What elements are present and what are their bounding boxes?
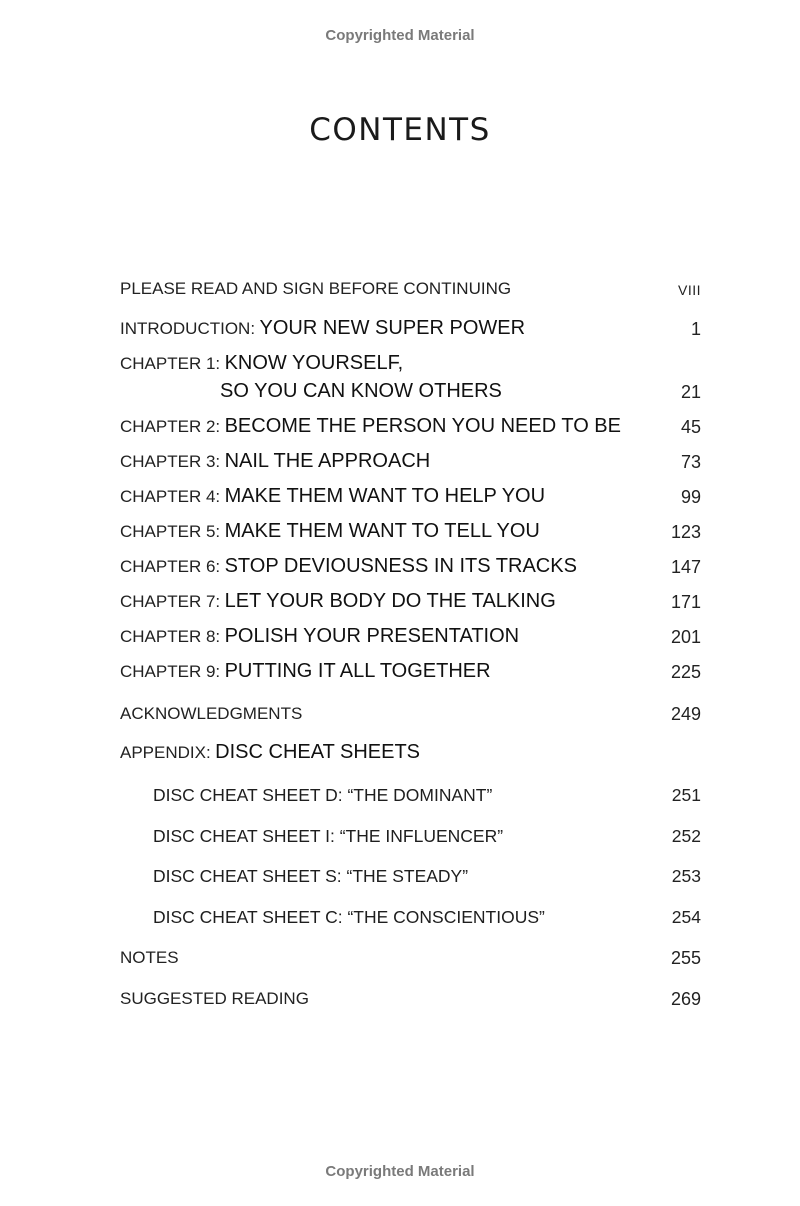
toc-entry-prefix: CHAPTER 9: xyxy=(120,662,221,681)
toc-entry-prefix: INTRODUCTION: xyxy=(120,319,256,338)
toc-entry-title: POLISH YOUR PRESENTATION xyxy=(224,625,520,647)
toc-page-number: 171 xyxy=(670,592,701,612)
toc-page-number: 254 xyxy=(671,907,701,927)
toc-entry-label: PLEASE READ AND SIGN BEFORE CONTINUING xyxy=(120,279,512,298)
toc-entry-prefix: CHAPTER 1: xyxy=(120,354,221,373)
toc-page-number: 249 xyxy=(670,704,701,724)
toc-entry-title: LET YOUR BODY DO THE TALKING xyxy=(224,590,556,612)
toc-page-number: 45 xyxy=(680,417,701,437)
toc-page-number: 99 xyxy=(680,487,701,507)
toc-page-number: 73 xyxy=(680,452,701,472)
toc-entry-label: NOTES xyxy=(120,948,179,967)
toc-entry-title: PUTTING IT ALL TOGETHER xyxy=(224,660,491,682)
toc-entry-prefix: CHAPTER 6: xyxy=(120,557,221,576)
toc-page-number: 21 xyxy=(680,382,701,402)
toc-entry-prefix: APPENDIX: xyxy=(120,743,211,762)
toc-entry-label: DISC CHEAT SHEET D: “THE DOMINANT” xyxy=(153,785,493,805)
toc-entry-prefix: CHAPTER 3: xyxy=(120,452,221,471)
toc-page-number: 201 xyxy=(670,627,701,647)
toc-page-number: 255 xyxy=(670,948,701,968)
toc-entry-prefix: CHAPTER 8: xyxy=(120,627,221,646)
copyright-watermark-bottom: Copyrighted Material xyxy=(325,1163,475,1180)
toc-entry-title: DISC CHEAT SHEETS xyxy=(215,741,421,763)
toc-entry-label: DISC CHEAT SHEET C: “THE CONSCIENTIOUS” xyxy=(153,907,545,927)
toc-entry-title: STOP DEVIOUSNESS IN ITS TRACKS xyxy=(224,555,577,577)
toc-entry-title: YOUR NEW SUPER POWER xyxy=(259,317,526,339)
toc-entry-prefix: CHAPTER 5: xyxy=(120,522,221,541)
toc-page-number: 147 xyxy=(670,557,701,577)
copyright-watermark-top: Copyrighted Material xyxy=(325,27,475,44)
toc-entry-prefix: CHAPTER 4: xyxy=(120,487,221,506)
toc-page-number: 1 xyxy=(690,319,701,339)
toc-entry-label: DISC CHEAT SHEET S: “THE STEADY” xyxy=(153,866,469,886)
toc-entry-title: MAKE THEM WANT TO HELP YOU xyxy=(224,485,546,507)
toc-entry-label: SUGGESTED READING xyxy=(120,989,309,1008)
toc-page-number: VIII xyxy=(677,282,701,298)
toc-entry-title: KNOW YOURSELF, xyxy=(224,352,404,374)
toc-entry-chapter-1 xyxy=(120,352,701,408)
toc-entry-label: DISC CHEAT SHEET I: “THE INFLUENCER” xyxy=(153,826,504,846)
toc-entry-title: MAKE THEM WANT TO TELL YOU xyxy=(224,520,540,542)
toc-page-number: 269 xyxy=(670,989,701,1009)
toc-page-number: 251 xyxy=(671,785,701,805)
toc-page-number: 123 xyxy=(670,522,701,542)
toc-entry-title: NAIL THE APPROACH xyxy=(224,450,431,472)
toc-page-number: 252 xyxy=(671,826,701,846)
toc-entry-title-continued: SO YOU CAN KNOW OTHERS xyxy=(220,380,502,402)
toc-entry-prefix: CHAPTER 7: xyxy=(120,592,221,611)
toc-page-number: 225 xyxy=(670,662,701,682)
toc-entry-prefix: CHAPTER 2: xyxy=(120,417,221,436)
toc-entry-title: BECOME THE PERSON YOU NEED TO BE xyxy=(224,415,621,437)
toc-page-number: 253 xyxy=(671,866,701,886)
toc-entry-label: ACKNOWLEDGMENTS xyxy=(120,704,303,723)
page-title: CONTENTS xyxy=(309,112,491,148)
